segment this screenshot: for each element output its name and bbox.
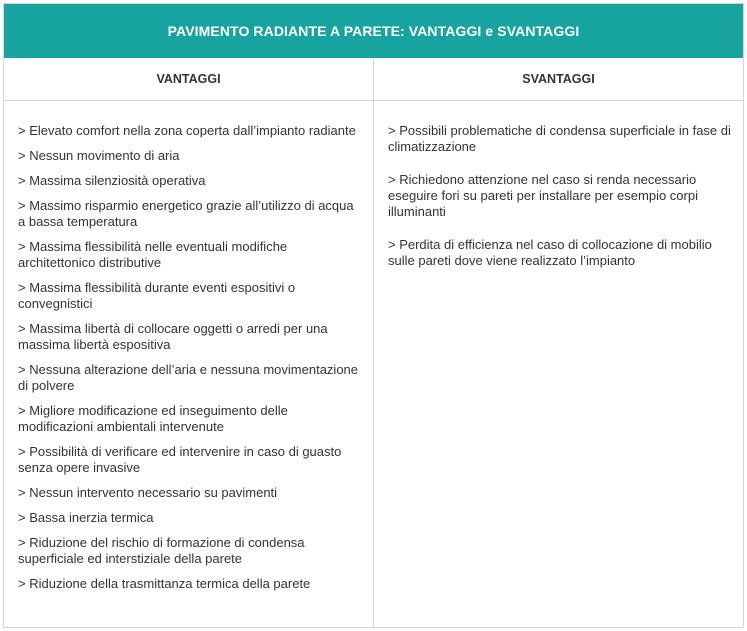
advantage-item: > Nessun intervento necessario su pavimenti xyxy=(18,485,278,500)
comparison-table xyxy=(3,3,744,628)
advantage-item: > Bassa inerzia termica xyxy=(18,510,154,525)
advantage-item: > Possibilità di verificare ed intervenire in caso di guasto senza opere invasive xyxy=(18,444,342,475)
disadvantage-item: > Possibili problematiche di condensa superficiale in fase di climatizzazione xyxy=(388,123,731,154)
advantage-item: > Massimo risparmio energetico grazie all’utilizzo di acqua a bassa temperatura xyxy=(18,198,354,229)
advantage-item: > Migliore modificazione ed inseguimento delle modificazioni ambientali intervenute xyxy=(18,403,288,434)
disadvantages-header: SVANTAGGI xyxy=(522,72,595,86)
advantage-item: > Massima libertà di collocare oggetti o arredi per una massima libertà espositiva xyxy=(18,321,328,352)
disadvantage-item: > Perdita di efficienza nel caso di collocazione di mobilio sulle pareti dove viene realizzato l’impianto xyxy=(388,237,712,268)
column-divider xyxy=(373,58,374,627)
table-title: PAVIMENTO RADIANTE A PARETE: VANTAGGI e SVANTAGGI xyxy=(167,23,580,39)
advantage-item: > Massima flessibilità durante eventi espositivi o convegnistici xyxy=(18,280,296,311)
advantage-item: > Riduzione del rischio di formazione di condensa superficiale ed interstiziale della parete xyxy=(18,535,305,566)
advantage-item: > Nessun movimento di aria xyxy=(18,148,180,163)
advantages-header: VANTAGGI xyxy=(156,72,221,86)
advantage-item: > Elevato comfort nella zona coperta dall’impianto radiante xyxy=(18,123,356,138)
disadvantages-list xyxy=(388,101,733,286)
advantage-item: > Massima flessibilità nelle eventuali modifiche architettonico distributive xyxy=(18,239,288,270)
disadvantage-item: > Richiedono attenzione nel caso si renda necessario eseguire fori su pareti per installare per esempio corpi illuminanti xyxy=(388,172,698,219)
advantage-item: > Nessuna alterazione dell’aria e nessuna movimentazione di polvere xyxy=(18,362,359,393)
advantage-item: > Riduzione della trasmittanza termica della parete xyxy=(18,576,311,591)
table-title-bar xyxy=(4,4,743,58)
advantage-item: > Massima silenziosità operativa xyxy=(18,173,206,188)
advantages-list xyxy=(18,101,358,601)
